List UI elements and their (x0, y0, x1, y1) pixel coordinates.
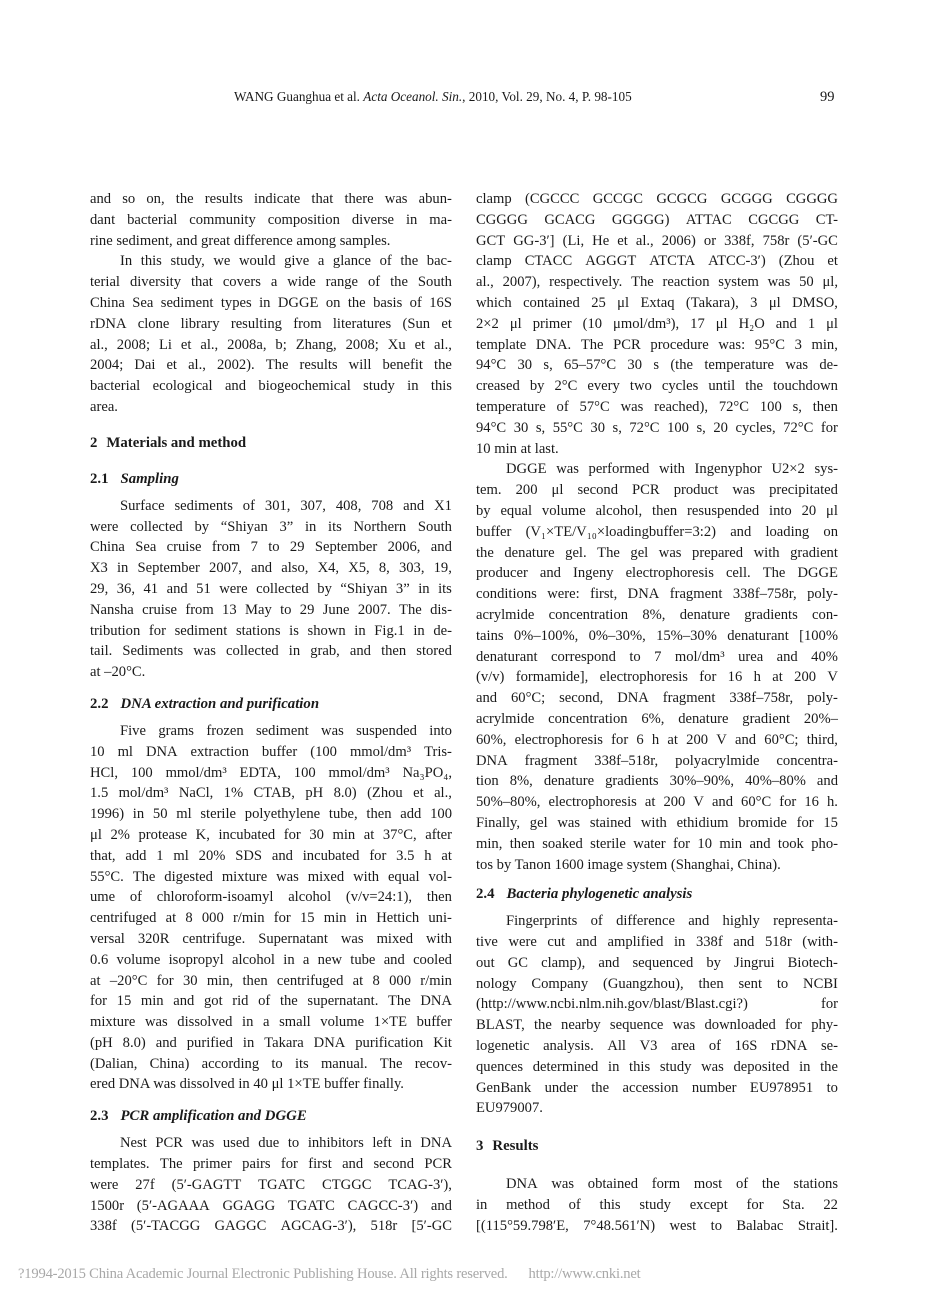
text-line: by equal volume alcohol, then resuspended into 20 μl (476, 502, 838, 519)
dgge-paragraph (476, 459, 838, 875)
subsection-heading-sampling (90, 468, 452, 490)
text-line: (v/v) formamide], electrophoresis for 16 h at 200 V (476, 669, 838, 686)
text-line: tem. 200 μl second PCR product was precipitated (476, 482, 838, 499)
extraction-paragraph (90, 721, 452, 1095)
text-line: in method of this study except for Sta. 22 (476, 1197, 838, 1214)
subsection-heading-pcr (90, 1105, 452, 1127)
text-line: al., 2007), respectively. The reaction system was 50 μl, (476, 274, 838, 291)
pcr-paragraph-continued (476, 189, 838, 459)
text-line: tos by Tanon 1600 image system (Shanghai, China). (476, 856, 781, 873)
text-line: (Dalian, China) according to its manual. The recov- (90, 1055, 452, 1072)
text-line: mixture was dissolved in a small volume 1×TE buffer (90, 1014, 452, 1031)
page-number: 99 (820, 89, 835, 105)
text-line: BLAST, the nearby sequence was downloaded for phy- (476, 1017, 838, 1034)
text-line: were collected by “Shiyan 3” in its Northern South (90, 518, 452, 535)
text-line: nology Company (Guangzhou), then sent to NCBI (476, 975, 838, 992)
text-line: 0.6 volume isopropyl alcohol in a new tube and cooled (90, 951, 452, 968)
text-line: 2004; Dai et al., 2002). The results will benefit the (90, 357, 452, 374)
left-column (90, 189, 452, 1237)
text-line: and 60°C; second, DNA fragment 338f–758r, poly- (476, 690, 838, 707)
results-paragraph (476, 1174, 838, 1236)
text-line: (http://www.ncbi.nlm.nih.gov/blast/Blast.cgi?) for (476, 996, 838, 1013)
text-line: at –20°C for 30 min, then centrifuged at 8 000 r/min (90, 972, 452, 989)
subsection-title: Bacteria phylogenetic analysis (506, 886, 693, 903)
text-line: 50%–80%, electrophoresis at 200 V and 60°C for 16 h. (476, 794, 838, 811)
text-line: temperature of 57°C was reached), 72°C 100 s, then (476, 398, 838, 415)
text-line: China Sea cruise from 7 to 29 September 2006, and (90, 539, 452, 556)
text-line: template DNA. The PCR procedure was: 95°C 3 min, (476, 336, 838, 353)
text-line: min, then soaked sterile water for 10 min and took pho- (476, 835, 838, 852)
text-line: conditions were: first, DNA fragment 338f–758r, poly- (476, 586, 838, 603)
pcr-paragraph (90, 1133, 452, 1237)
intro-paragraph-2 (90, 251, 452, 417)
running-head-authors: WANG Guanghua et al. (234, 89, 360, 104)
text-line: out GC clamp), and sequenced by Jingrui Biotech- (476, 954, 838, 971)
text-line: logenetic analysis. All V3 area of 16S rDNA se- (476, 1038, 838, 1055)
text-line: tains 0%–100%, 0%–30%, 15%–30% denaturant [100% (476, 627, 838, 644)
text-line: and so on, the results indicate that there was abun- (90, 191, 452, 207)
cnki-link[interactable]: http://www.cnki.net (528, 1266, 641, 1282)
text-line: Five grams frozen sediment was suspended into (120, 722, 452, 739)
text-line: clamp CTACC AGGGT ATCTA ATCC-3′) (Zhou et (476, 253, 838, 270)
sampling-paragraph (90, 496, 452, 683)
running-header (0, 89, 925, 109)
text-line: 2×2 μl primer (10 μmol/dm³), 17 μl H₂O and 1 μl (476, 315, 838, 332)
text-line: dant bacterial community composition diverse in ma- (90, 211, 452, 228)
text-line: centrifuged at 8 000 r/min for 15 min in Hettich uni- (90, 910, 452, 927)
text-line: producer and Ingeny electrophoresis cell. The DGGE (476, 565, 838, 582)
text-line: 60%, electrophoresis for 6 h at 200 V and 60°C; third, (476, 731, 838, 748)
section-heading-results (476, 1135, 838, 1157)
text-line: the denature gel. The gel was prepared with gradient (476, 544, 838, 561)
text-line: clamp (CGCCC GCCGC GCGCG GCGGG CGGGG (476, 191, 838, 207)
copyright-footer (18, 1266, 641, 1283)
text-line: 10 ml DNA extraction buffer (100 mmol/dm³ Tris- (90, 743, 452, 760)
text-line: which contained 25 μl Extaq (Takara), 3 μl DMSO, (476, 294, 838, 311)
text-line: tail. Sediments was collected in grab, and then stored (90, 643, 452, 660)
text-line: DNA was obtained form most of the stations (506, 1176, 838, 1193)
text-line: at –20°C. (90, 664, 146, 681)
section-number: 3 (476, 1138, 484, 1155)
text-line: 1996) in 50 ml sterile polyethylene tube, then add 100 (90, 806, 452, 823)
subsection-title: Sampling (120, 470, 179, 487)
text-line: tribution for sediment stations is shown in Fig.1 in de- (90, 622, 452, 639)
subsection-number: 2.2 (90, 695, 109, 712)
running-head-volume: , 2010, Vol. 29, No. 4, P. 98-105 (462, 89, 632, 104)
text-line: CGGGG GCACG GGGGG) ATTAC CGCGG CT- (476, 211, 838, 228)
text-line: versal 320R centrifuge. Supernatant was mixed with (90, 930, 452, 947)
text-line: GCT GG-3′] (Li, He et al., 2006) or 338f, 758r (5′-GC (476, 232, 838, 249)
intro-paragraph-1 (90, 189, 452, 251)
running-head-journal: Acta Oceanol. Sin. (363, 89, 463, 104)
text-line: [(115°59.798′E, 7°48.561′N) west to Balabac Strait]. (476, 1217, 838, 1234)
section-title: Materials and method (106, 434, 247, 451)
text-line: DNA fragment 338f–518r, polyacrylmide concentra- (476, 752, 838, 769)
text-line: HCl, 100 mmol/dm³ EDTA, 100 mmol/dm³ Na₃PO₄, (90, 764, 452, 781)
text-line: al., 2008; Li et al., 2008a, b; Zhang, 2008; Xu et al., (90, 336, 452, 353)
subsection-heading-phylogenetic (476, 883, 838, 905)
subsection-title: DNA extraction and purification (120, 695, 320, 712)
text-line: Surface sediments of 301, 307, 408, 708 and X1 (120, 497, 452, 514)
subsection-heading-dna-extraction (90, 693, 452, 715)
text-line: 10 min at last. (476, 440, 559, 457)
text-line: 94°C 30 s, 55°C 30 s, 72°C 100 s, 20 cycles, 72°C for (476, 419, 838, 436)
text-line: 1.5 mol/dm³ NaCl, 1% CTAB, pH 8.0) (Zhou et al., (90, 785, 452, 802)
section-title: Results (492, 1138, 539, 1155)
text-line: quences determined in this study was deposited in the (476, 1058, 838, 1075)
text-line: rine sediment, and great difference among samples. (90, 232, 391, 249)
section-heading-materials (90, 432, 452, 454)
running-head (234, 89, 632, 105)
subsection-number: 2.1 (90, 470, 109, 487)
text-line: denaturant correspond to 7 mol/dm³ urea and 40% (476, 648, 838, 665)
text-line: bacterial ecological and biogeochemical study in this (90, 378, 452, 395)
text-line: ume of chloroform-isoamyl alcohol (v/v=24:1), then (90, 889, 452, 906)
text-line: GenBank under the accession number EU978951 to (476, 1079, 838, 1096)
text-line: Fingerprints of difference and highly representa- (506, 913, 838, 930)
text-line: 338f (5′-TACGG GAGGC AGCAG-3′), 518r [5′-GC (90, 1218, 452, 1235)
text-line: acrylmide concentration 8%, denature gradients con- (476, 606, 838, 623)
text-line: Finally, gel was stained with ethidium bromide for 15 (476, 814, 838, 831)
text-line: were 27f (5′-GAGTT TGATC CTGGC TCAG-3′), (90, 1176, 452, 1193)
text-line: EU979007. (476, 1100, 543, 1117)
copyright-text: ?1994-2015 China Academic Journal Electronic Publishing House. All rights reserved. (18, 1266, 508, 1282)
text-line: rDNA clone library resulting from literatures (Sun et (90, 315, 452, 332)
section-number: 2 (90, 434, 98, 451)
text-line: ered DNA was dissolved in 40 μl 1×TE buffer finally. (90, 1076, 404, 1093)
text-line: tion 8%, denature gradients 30%–90%, 40%–80% and (476, 773, 838, 790)
text-line: buffer (V₁×TE/V₁₀×loadingbuffer=3:2) and loading on (476, 523, 838, 540)
text-line: area. (90, 398, 118, 415)
subsection-title: PCR amplification and DGGE (120, 1108, 307, 1125)
text-line: 94°C 30 s, 65–57°C 30 s (the temperature was de- (476, 357, 838, 374)
subsection-number: 2.3 (90, 1108, 109, 1125)
text-line: Nest PCR was used due to inhibitors left in DNA (120, 1135, 452, 1152)
text-line: (pH 8.0) and purified in Takara DNA purification Kit (90, 1034, 452, 1051)
text-line: DGGE was performed with Ingenyphor U2×2 sys- (506, 461, 838, 478)
text-line: creased by 2°C every two cycles until the touchdown (476, 378, 838, 395)
text-line: μl 2% protease K, incubated for 30 min at 37°C, after (90, 826, 452, 843)
text-line: for 15 min and got rid of the supernatant. The DNA (90, 993, 452, 1010)
text-line: templates. The primer pairs for first and second PCR (90, 1156, 452, 1173)
text-line: acrylmide concentration 6%, denature gradient 20%– (476, 710, 838, 727)
text-line: 55°C. The digested mixture was mixed with equal vol- (90, 868, 452, 885)
text-line: terial diversity that covers a wide range of the South (90, 274, 452, 291)
text-line: that, add 1 ml 20% SDS and incubated for 3.5 h at (90, 847, 452, 864)
text-line: China Sea sediment types in DGGE on the basis of 16S (90, 294, 452, 311)
text-line: 29, 36, 41 and 51 were collected by “Shiyan 3” in its (90, 580, 452, 597)
phylogenetic-paragraph (476, 911, 838, 1119)
text-line: Nansha cruise from 13 May to 29 June 2007. The dis- (90, 601, 452, 618)
text-line: tive were cut and amplified in 338f and 518r (with- (476, 934, 838, 951)
text-line: In this study, we would give a glance of the bac- (120, 253, 452, 270)
text-line: 1500r (5′-AGAAA GGAGG TGATC CAGCC-3′) and (90, 1197, 452, 1214)
text-line: X3 in September 2007, and also, X4, X5, 8, 303, 19, (90, 560, 452, 577)
subsection-number: 2.4 (476, 886, 495, 903)
right-column (476, 189, 838, 1237)
